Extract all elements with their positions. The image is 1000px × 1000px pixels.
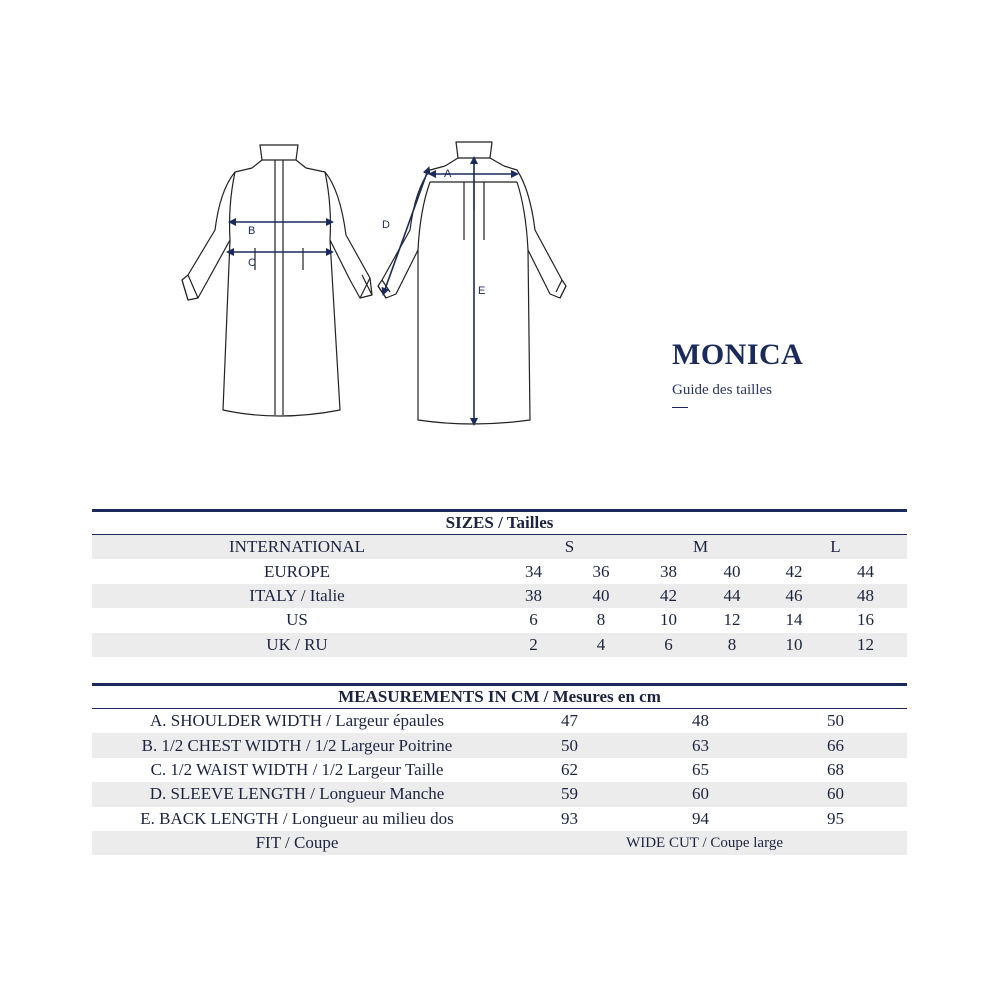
table-cell: 44	[857, 561, 874, 581]
table-row	[92, 535, 907, 560]
table-cell: 50	[502, 733, 637, 757]
table-row	[92, 608, 907, 632]
table-cell: 47	[561, 711, 578, 731]
row-label: ITALY / Italie	[92, 584, 502, 608]
measure-label-c: C	[248, 257, 256, 269]
table-cell: 2	[502, 633, 565, 657]
size-cell: M	[637, 535, 764, 560]
row-label: A. SHOULDER WIDTH / Largeur épaules	[150, 711, 444, 731]
fit-row	[92, 831, 907, 855]
row-label: C. 1/2 WAIST WIDTH / 1/2 Largeur Taille	[150, 759, 444, 779]
table-cell: 10	[660, 610, 677, 630]
table-cell: 34	[525, 561, 542, 581]
table-cell: 42	[637, 584, 700, 608]
brand-block	[672, 338, 803, 408]
dress-back-drawing	[378, 142, 566, 424]
size-cell: L	[764, 535, 907, 560]
sizes-title: SIZES / Tailles	[92, 511, 907, 535]
table-row	[92, 733, 907, 757]
row-label: INTERNATIONAL	[92, 535, 502, 560]
row-label: D. SLEEVE LENGTH / Longueur Manche	[92, 782, 502, 806]
table-cell: 4	[565, 633, 637, 657]
measure-label-b: B	[248, 225, 256, 237]
table-cell: 40	[723, 561, 741, 581]
table-cell: 63	[637, 733, 764, 757]
table-row	[92, 709, 907, 734]
measure-label-a: A	[444, 168, 452, 180]
table-cell: 94	[692, 808, 709, 828]
table-cell: 60	[637, 782, 764, 806]
row-label: US	[286, 610, 308, 630]
dress-illustration	[160, 130, 590, 440]
table-cell: 65	[692, 759, 709, 779]
table-cell: 46	[764, 584, 824, 608]
fit-label: FIT / Coupe	[92, 831, 502, 855]
table-cell: 38	[502, 584, 565, 608]
table-cell: 60	[764, 782, 907, 806]
row-label: E. BACK LENGTH / Longueur au milieu dos	[140, 808, 454, 828]
table-cell: 66	[764, 733, 907, 757]
table-cell: 38	[660, 561, 677, 581]
table-cell: 6	[529, 610, 538, 630]
table-cell: 6	[637, 633, 700, 657]
table-cell: 42	[785, 561, 803, 581]
row-label: EUROPE	[263, 561, 331, 581]
table-cell: 10	[764, 633, 824, 657]
measure-label-d: D	[382, 219, 390, 231]
product-name: MONICA	[672, 338, 804, 371]
sizes-table	[92, 509, 907, 657]
measurements-table	[92, 683, 907, 855]
size-guide-subtitle: Guide des tailles	[672, 382, 772, 398]
table-cell: 12	[723, 610, 741, 630]
table-row	[92, 782, 907, 806]
measurements-title: MEASUREMENTS IN CM / Mesures en cm	[92, 685, 907, 709]
measure-label-e: E	[478, 285, 486, 297]
table-cell: 48	[824, 584, 907, 608]
table-cell: 59	[502, 782, 637, 806]
fit-value: WIDE CUT / Coupe large	[502, 831, 907, 855]
table-cell: 40	[565, 584, 637, 608]
table-cell: 12	[824, 633, 907, 657]
table-cell: 62	[561, 759, 578, 779]
table-row	[92, 807, 907, 831]
table-cell: 44	[700, 584, 764, 608]
table-cell: 93	[561, 808, 578, 828]
size-cell: S	[502, 535, 637, 560]
table-row	[92, 584, 907, 608]
dress-front-drawing	[182, 145, 372, 416]
table-cell: 50	[827, 711, 845, 731]
table-cell: 95	[827, 808, 845, 828]
row-label: B. 1/2 CHEST WIDTH / 1/2 Largeur Poitrine	[92, 733, 502, 757]
table-cell: 8	[700, 633, 764, 657]
table-cell: 16	[857, 610, 874, 630]
table-cell: 48	[692, 711, 709, 731]
brand-dash	[672, 407, 688, 408]
table-cell: 36	[592, 561, 610, 581]
table-cell: 68	[827, 759, 845, 779]
table-row	[92, 758, 907, 782]
table-cell: 8	[596, 610, 606, 630]
row-label: UK / RU	[92, 633, 502, 657]
table-row	[92, 633, 907, 657]
table-cell: 14	[785, 610, 803, 630]
table-row	[92, 559, 907, 583]
